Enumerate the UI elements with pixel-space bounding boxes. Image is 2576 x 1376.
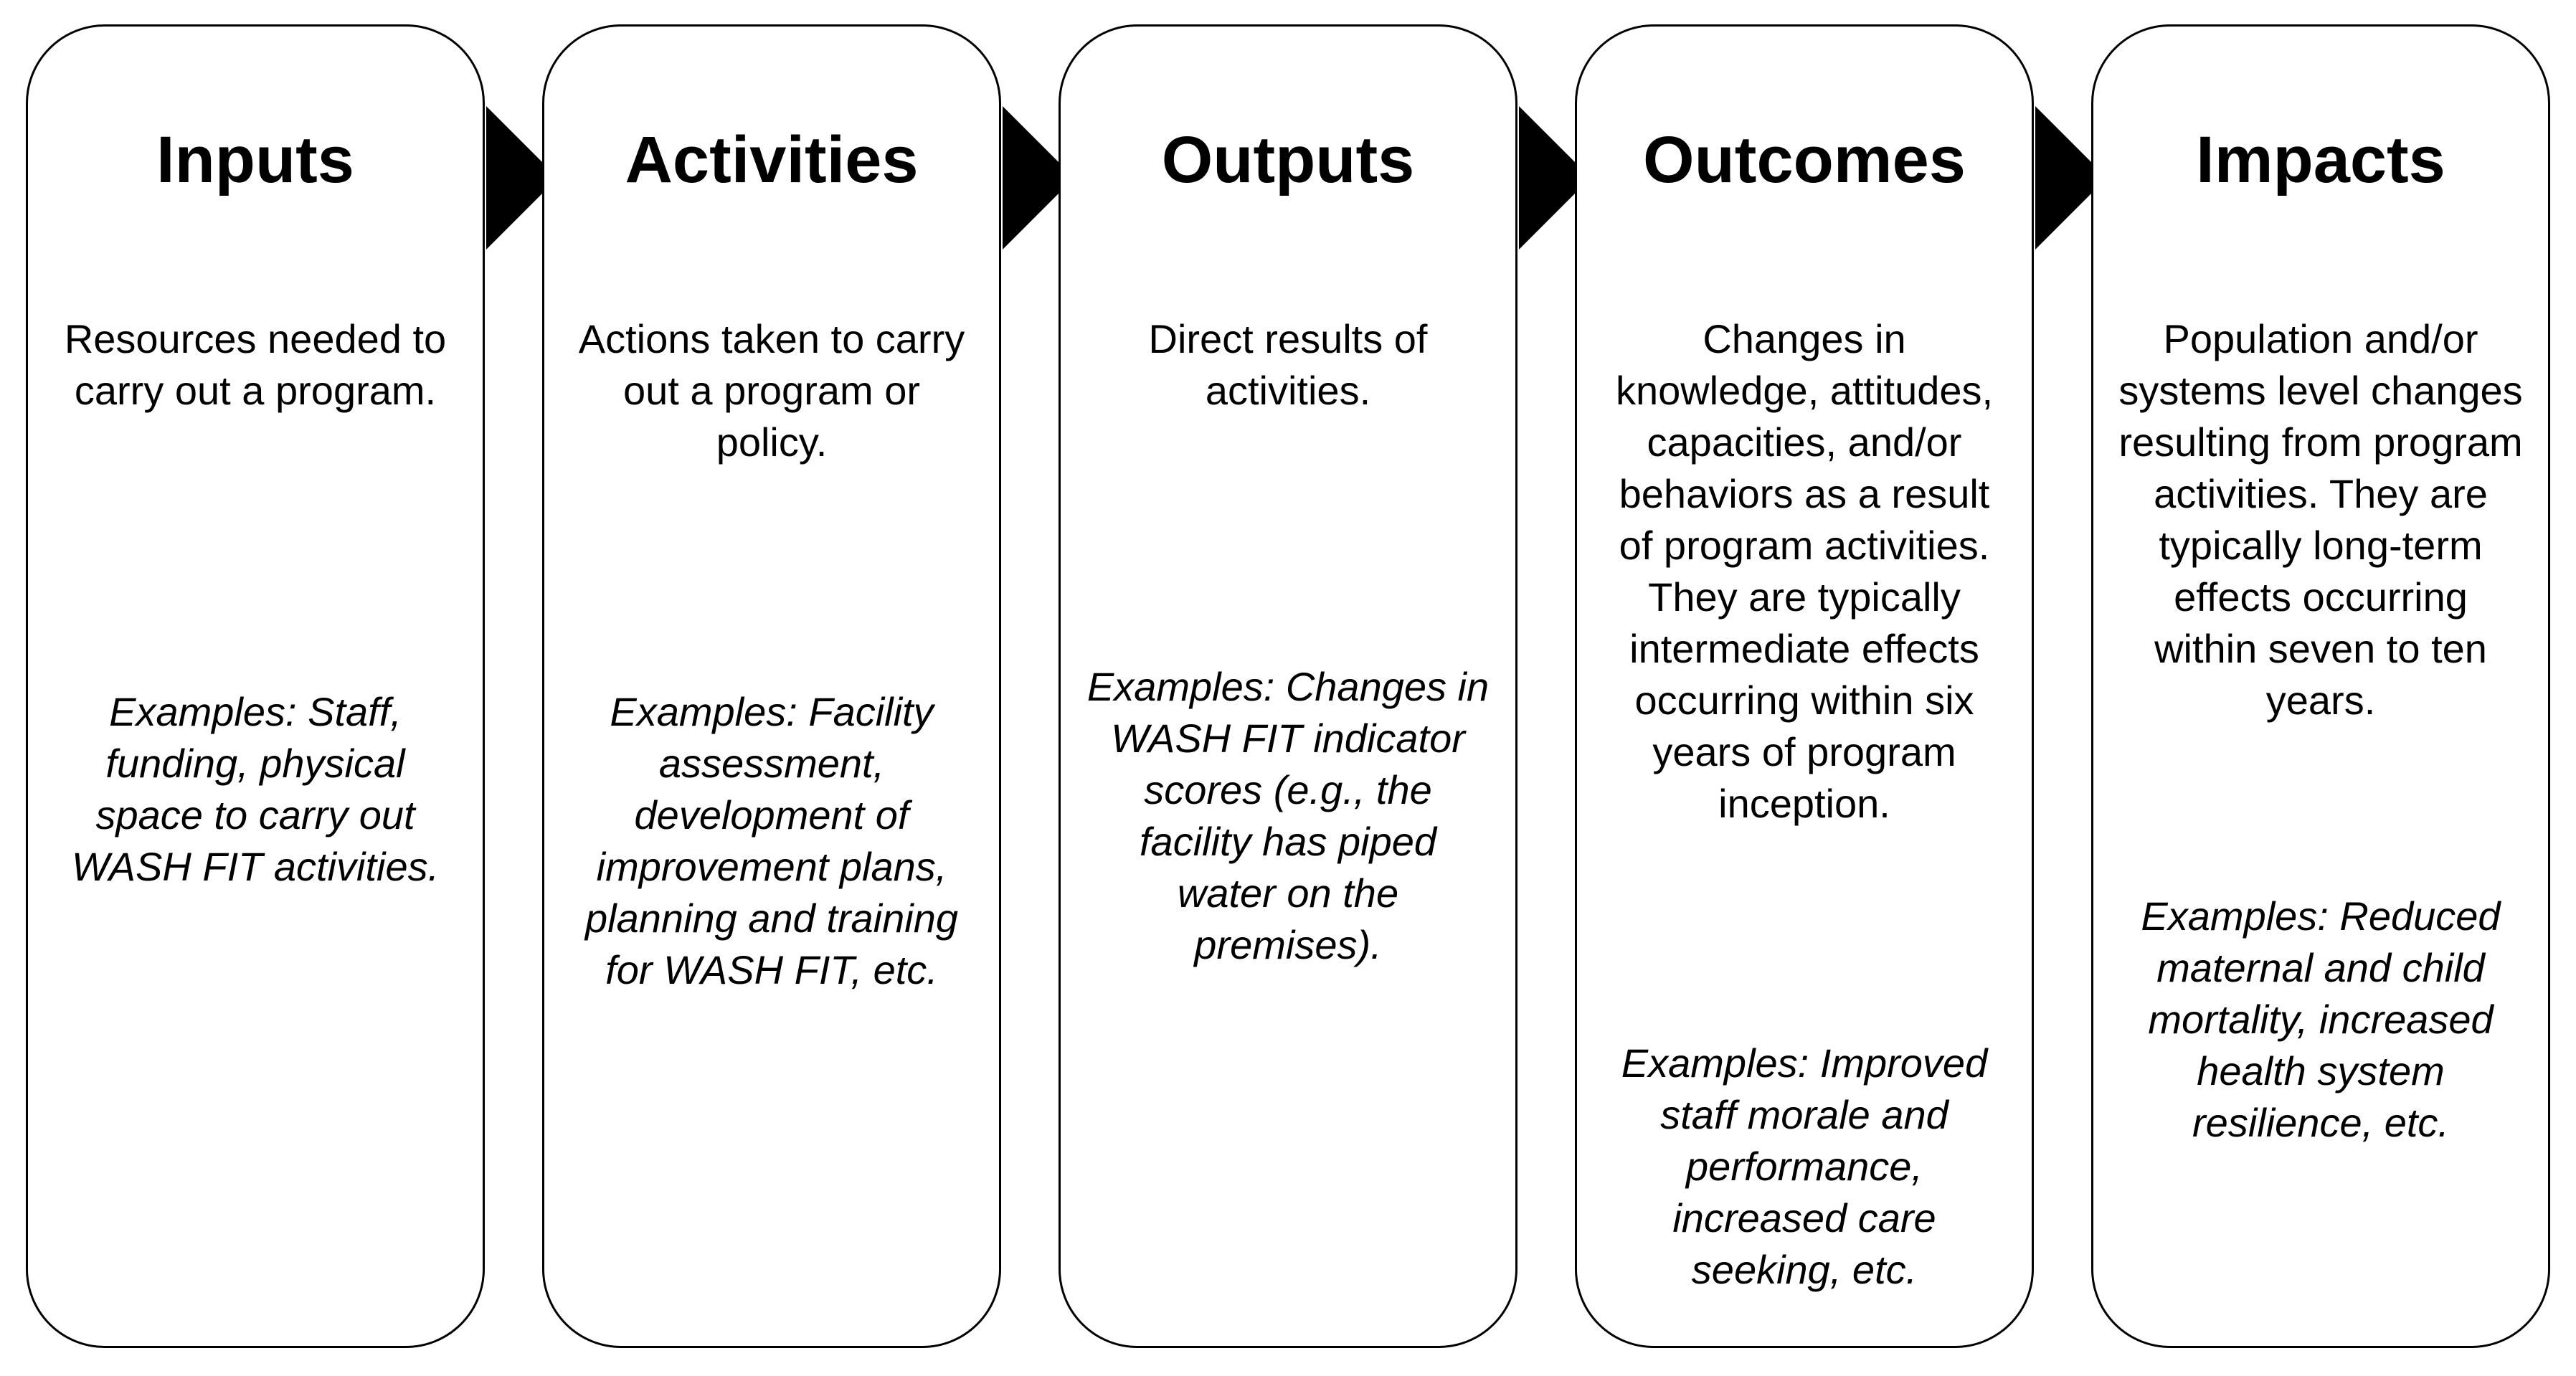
stage-description: Resources needed to carry out a program. bbox=[64, 316, 447, 413]
stage-title: Outcomes bbox=[1643, 123, 1966, 196]
stage-examples: Examples: Changes in WASH FIT indicator scores (e.g., the facility has piped water on the premises). bbox=[1086, 664, 1490, 967]
stage-outputs bbox=[1059, 24, 1517, 1348]
stage-impacts bbox=[2091, 24, 2550, 1348]
stage-title: Impacts bbox=[2196, 123, 2445, 196]
stage-inputs bbox=[26, 24, 485, 1348]
stage-title: Outputs bbox=[1161, 123, 1415, 196]
stage-outcomes bbox=[1575, 24, 2034, 1348]
stage-title: Inputs bbox=[156, 123, 354, 196]
stage-examples: Examples: Reduced maternal and child mortality, increased health system resilience, etc. bbox=[2141, 893, 2501, 1145]
stage-title: Activities bbox=[625, 123, 919, 196]
stage-description: Population and/or systems level changes resulting from program activities. They are typically long-term effects occurring within seven to ten years. bbox=[2118, 316, 2523, 723]
stage-examples: Examples: Improved staff morale and performance, increased care seeking, etc. bbox=[1621, 1040, 1988, 1292]
stage-description: Actions taken to carry out a program or policy. bbox=[578, 316, 965, 465]
stage-description: Changes in knowledge, attitudes, capacities, and/or behaviors as a result of program activities. They are typically intermediate effects occurring within six years of program inception. bbox=[1615, 316, 1994, 826]
stage-examples: Examples: Facility assessment, development of improvement plans, planning and training for WASH FIT, etc. bbox=[585, 689, 958, 992]
stage-description: Direct results of activities. bbox=[1148, 316, 1428, 413]
stage-examples: Examples: Staff, funding, physical space to carry out WASH FIT activities. bbox=[71, 689, 440, 889]
stage-activities bbox=[542, 24, 1001, 1348]
